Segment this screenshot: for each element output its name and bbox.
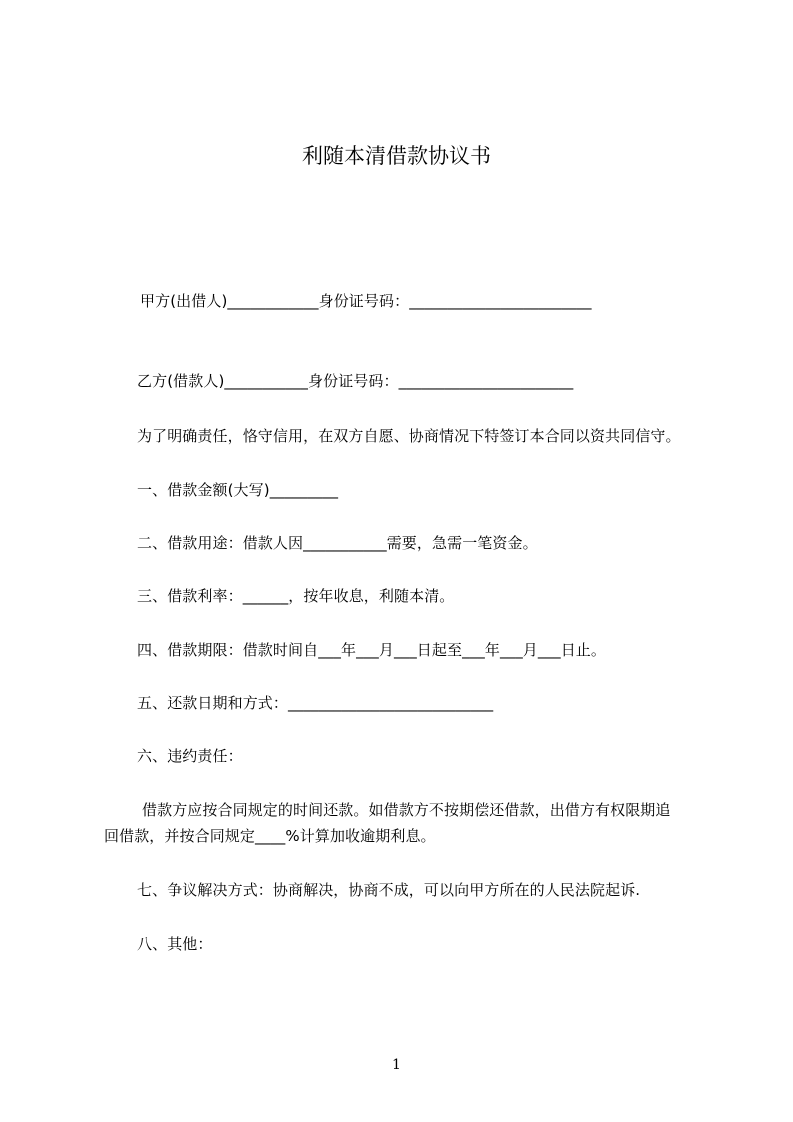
clause-3: 三、借款利率：______，按年收息，利随本清。	[137, 587, 455, 605]
page-number: 1	[392, 1057, 401, 1073]
clause-6-heading: 六、违约责任：	[137, 747, 243, 765]
clause-1: 一、借款金额(大写)_________	[137, 481, 339, 499]
clause-6-body-line-1: 借款方应按合同规定的时间还款。如借款方不按期偿还借款，出借方有权限期追	[142, 801, 671, 819]
party-b-line: 乙方(借款人)___________身份证号码：_______________________	[137, 372, 574, 390]
clause-4: 四、借款期限：借款时间自___年___月___日起至___年___月___日止。	[137, 641, 607, 659]
clause-7: 七、争议解决方式：协商解决，协商不成，可以向甲方所在的人民法院起诉.	[137, 881, 641, 899]
party-a-line: 甲方(出借人)____________身份证号码：________________________	[140, 292, 592, 310]
document-title: 利随本清借款协议书	[302, 144, 491, 168]
clause-8: 八、其他：	[137, 935, 213, 953]
clause-6-body-line-2: 回借款，并按合同规定____%计算加收逾期利息。	[104, 827, 436, 845]
preamble-text: 为了明确责任，恪守信用，在双方自愿、协商情况下特签订本合同以资共同信守。	[137, 427, 681, 445]
clause-2: 二、借款用途：借款人因___________需要，急需一笔资金。	[137, 534, 538, 552]
clause-5: 五、还款日期和方式：___________________________	[137, 694, 494, 712]
